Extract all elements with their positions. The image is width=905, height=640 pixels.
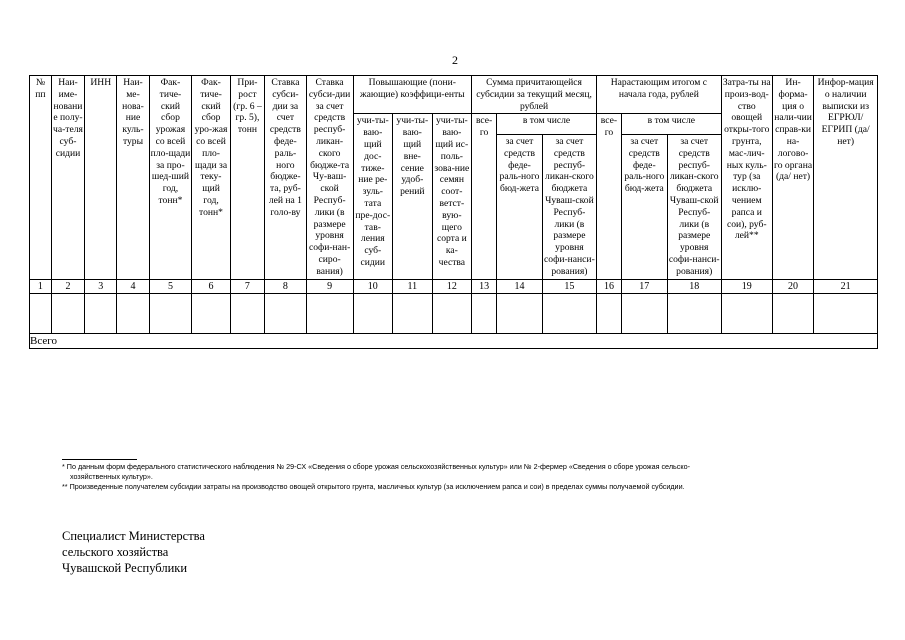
empty-cell — [85, 320, 117, 334]
empty-cell — [497, 320, 543, 334]
col-header-coef-result: учи-ты-ваю-щий дос-тиже-ние ре-зуль-тата пре-дос-тав-ления суб-сидии — [353, 114, 393, 279]
empty-cell — [265, 307, 307, 320]
table-row-total — [30, 333, 878, 348]
col-header-coef-seeds: учи-ты-ваю-щий ис-поль-зова-ние семян соот-ветст-вую-щего сорта и ка-чества — [432, 114, 472, 279]
total-label: Всего — [30, 333, 878, 348]
empty-cell — [230, 320, 264, 334]
col-header-inn: ИНН — [85, 76, 117, 280]
empty-cell — [497, 293, 543, 307]
footnotes — [62, 462, 862, 492]
empty-cell — [596, 293, 621, 307]
col-header-coef-fertilizer: учи-ты-ваю-щий вне-сение удоб-рений — [393, 114, 433, 279]
empty-cell — [542, 307, 596, 320]
empty-cell — [30, 293, 52, 307]
empty-cell — [814, 307, 878, 320]
empty-cell — [192, 293, 230, 307]
empty-cell — [30, 320, 52, 334]
subsidy-report-table — [29, 75, 878, 349]
column-number: 8 — [265, 279, 307, 293]
column-number: 1 — [30, 279, 52, 293]
empty-cell — [621, 307, 667, 320]
empty-cell — [192, 307, 230, 320]
column-number: 19 — [721, 279, 772, 293]
empty-cell — [814, 320, 878, 334]
footnote-1 — [62, 462, 862, 482]
header-row-1 — [30, 76, 878, 114]
signature-line-3: Чувашской Республики — [62, 561, 188, 575]
table-row-empty-1 — [30, 293, 878, 307]
subgroup-header-cum-including: в том числе — [621, 114, 721, 135]
signature-line-1: Специалист Министерства — [62, 529, 205, 543]
col-header-sum-federal: за счет средств феде-раль-ного бюд-жета — [497, 134, 543, 279]
column-number: 14 — [497, 279, 543, 293]
column-number: 15 — [542, 279, 596, 293]
empty-cell — [393, 293, 433, 307]
empty-cell — [393, 320, 433, 334]
empty-cell — [814, 293, 878, 307]
empty-cell — [149, 293, 192, 307]
column-number: 9 — [306, 279, 353, 293]
column-number-row — [30, 279, 878, 293]
column-number: 16 — [596, 279, 621, 293]
empty-cell — [192, 320, 230, 334]
empty-cell — [149, 320, 192, 334]
col-header-costs: Затра-ты на произ-вод-ство овощей откры-того грунта, мас-лич-ных куль-тур (за исклю-чением рапса и сои), руб-лей** — [721, 76, 772, 280]
empty-cell — [149, 307, 192, 320]
empty-cell — [393, 307, 433, 320]
column-number: 20 — [772, 279, 814, 293]
footnote-1-text: * По данным форм федерального статистического наблюдения № 29-СХ «Сведения о сборе урожая сельскохозяйственных культур» или № 2-фермер «Сведения о сборе урожая сельско- — [62, 462, 690, 471]
empty-cell — [306, 320, 353, 334]
empty-cell — [772, 320, 814, 334]
empty-cell — [353, 320, 393, 334]
column-number: 7 — [230, 279, 264, 293]
empty-cell — [772, 293, 814, 307]
col-header-sum-total: все-го — [472, 114, 497, 279]
empty-cell — [472, 307, 497, 320]
empty-cell — [117, 293, 149, 307]
col-header-sum-republic: за счет средств респуб-ликан-ского бюджета Чуваш-ской Респуб-лики (в размере уровня софи-нанси-рования) — [542, 134, 596, 279]
column-number: 11 — [393, 279, 433, 293]
empty-cell — [596, 307, 621, 320]
empty-cell — [542, 320, 596, 334]
col-header-egrul-extract: Инфор-мация о наличии выписки из ЕГРЮЛ/ ЕГРИП (да/нет) — [814, 76, 878, 280]
empty-cell — [472, 293, 497, 307]
col-header-cum-republic: за счет средств респуб-ликан-ского бюджета Чуваш-ской Респуб-лики (в размере уровня софи-нанси-рования) — [667, 134, 721, 279]
empty-cell — [51, 293, 84, 307]
empty-cell — [721, 307, 772, 320]
footnote-2: ** Произведенные получателем субсидии затраты на производство овощей открытого грунта, масличных культур (за исключением рапса и сои) в пределах суммы получаемой субсидии. — [62, 482, 685, 491]
column-number: 4 — [117, 279, 149, 293]
table-row-empty-2 — [30, 307, 878, 320]
column-number: 10 — [353, 279, 393, 293]
signature-block — [62, 528, 205, 576]
col-header-rate-federal: Ставка субси-дии за счет средств феде-раль-ного бюдже-та, руб-лей на 1 голо-ву — [265, 76, 307, 280]
empty-cell — [51, 320, 84, 334]
col-header-cum-federal: за счет средств феде-раль-ного бюд-жета — [621, 134, 667, 279]
empty-cell — [542, 293, 596, 307]
subgroup-header-sum-including: в том числе — [497, 114, 597, 135]
col-header-rate-republic: Ставка субси-дии за счет средств респуб-ликан-ского бюдже-та Чу-ваш-ской Респуб-лики (в размере уровня софи-нан-сиро-вания) — [306, 76, 353, 280]
column-number: 5 — [149, 279, 192, 293]
empty-cell — [30, 307, 52, 320]
empty-cell — [497, 307, 543, 320]
col-header-growth: При-рост (гр. 6 – гр. 5), тонн — [230, 76, 264, 280]
empty-cell — [85, 293, 117, 307]
signature-line-2: сельского хозяйства — [62, 545, 169, 559]
column-number: 6 — [192, 279, 230, 293]
column-number: 13 — [472, 279, 497, 293]
empty-cell — [596, 320, 621, 334]
empty-cell — [117, 307, 149, 320]
empty-cell — [621, 293, 667, 307]
col-header-recipient: Наи-име-нование полу-ча-теля суб-сидии — [51, 76, 84, 280]
empty-cell — [472, 320, 497, 334]
empty-cell — [667, 293, 721, 307]
column-number: 12 — [432, 279, 472, 293]
table-row-empty-3 — [30, 320, 878, 334]
column-number: 18 — [667, 279, 721, 293]
column-number: 21 — [814, 279, 878, 293]
empty-cell — [432, 293, 472, 307]
empty-cell — [621, 320, 667, 334]
empty-cell — [265, 320, 307, 334]
empty-cell — [85, 307, 117, 320]
empty-cell — [432, 307, 472, 320]
group-header-cumulative: Нарастающим итогом с начала года, рублей — [596, 76, 721, 114]
column-number: 3 — [85, 279, 117, 293]
footnote-divider — [62, 459, 137, 460]
group-header-coefficients: Повышающие (пони-жающие) коэффици-енты — [353, 76, 472, 114]
empty-cell — [230, 293, 264, 307]
col-header-harvest-curr: Фак-тиче-ский сбор уро-жая со всей пло-щади за теку-щий год, тонн* — [192, 76, 230, 280]
empty-cell — [265, 293, 307, 307]
empty-cell — [721, 320, 772, 334]
empty-cell — [432, 320, 472, 334]
empty-cell — [51, 307, 84, 320]
column-number: 2 — [51, 279, 84, 293]
column-number: 17 — [621, 279, 667, 293]
empty-cell — [230, 307, 264, 320]
page-number: 2 — [452, 53, 458, 67]
col-header-crop: Наи-ме-нова-ние куль-туры — [117, 76, 149, 280]
empty-cell — [772, 307, 814, 320]
empty-cell — [306, 293, 353, 307]
empty-cell — [306, 307, 353, 320]
col-header-harvest-prev: Фак-тиче-ский сбор урожая со всей пло-щади за про-шед-ший год, тонн* — [149, 76, 192, 280]
empty-cell — [721, 293, 772, 307]
empty-cell — [353, 307, 393, 320]
empty-cell — [667, 307, 721, 320]
group-header-monthly-sum: Сумма причитающейся субсидии за текущий месяц, рублей — [472, 76, 597, 114]
empty-cell — [667, 320, 721, 334]
empty-cell — [353, 293, 393, 307]
col-header-num: № пп — [30, 76, 52, 280]
empty-cell — [117, 320, 149, 334]
col-header-tax-certificate: Ин-форма-ция о нали-чии справ-ки на-логово-го органа (да/ нет) — [772, 76, 814, 280]
col-header-cum-total: все-го — [596, 114, 621, 279]
footnote-1-continuation: хозяйственных культур». — [70, 472, 153, 481]
